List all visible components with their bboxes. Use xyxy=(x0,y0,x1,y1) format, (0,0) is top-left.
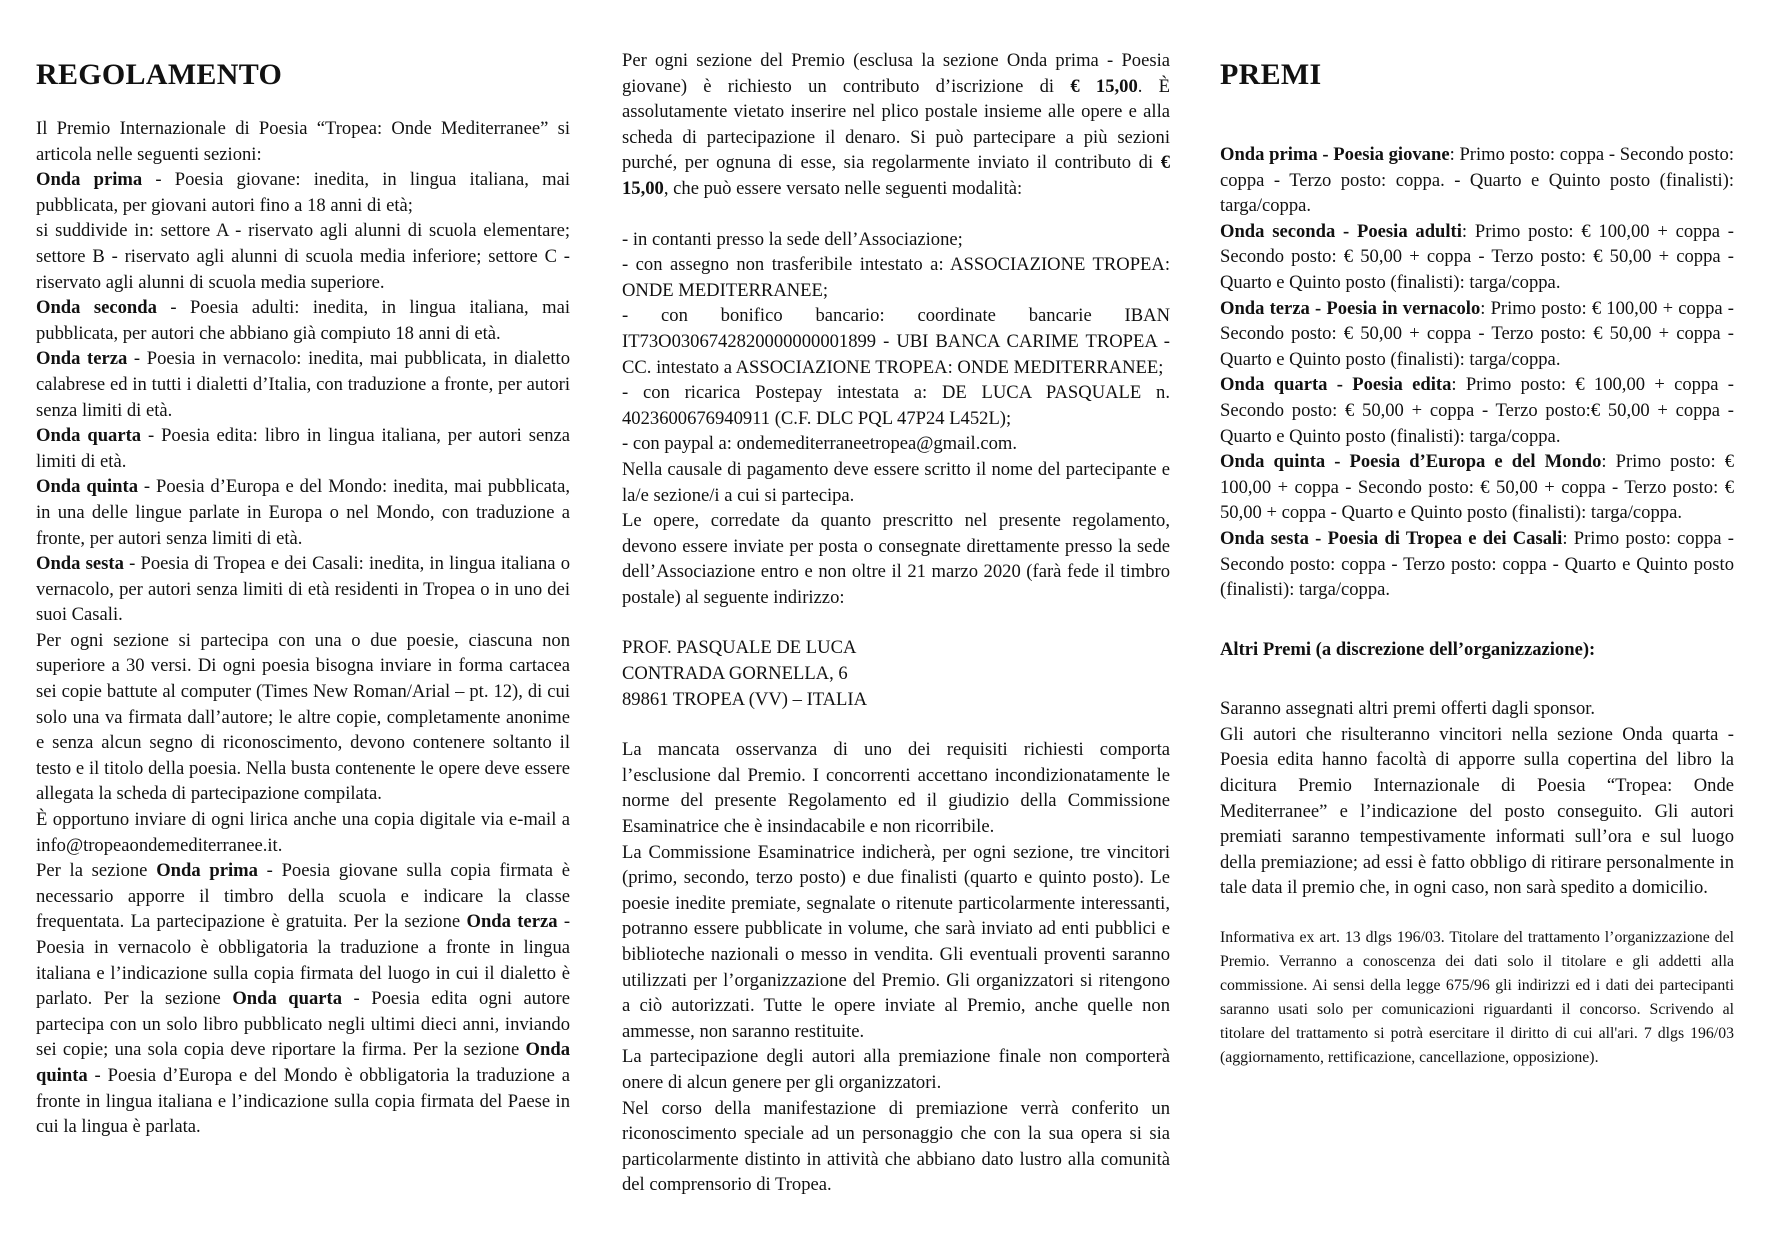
regolamento-title: REGOLAMENTO xyxy=(36,58,283,91)
per-sezione-lead: Per la sezione xyxy=(36,860,157,882)
contributo-text xyxy=(622,48,1170,202)
premio-label: Onda sesta - Poesia di Tropea e dei Casali xyxy=(1220,527,1563,549)
altri-premi-text: Saranno assegnati altri premi offerti dagli sponsor. xyxy=(1220,698,1596,720)
section-label: Onda prima xyxy=(36,169,143,191)
section-label: Onda terza xyxy=(466,911,558,933)
spacer xyxy=(622,712,1170,737)
section-label: Onda sesta xyxy=(36,553,124,575)
section-text: - Poesia adulti: inedita, in lingua italiana, mai pubblicata, per autori che abbiano già compiuto 18 anni di età. xyxy=(36,297,570,344)
premio-onda-sesta xyxy=(1220,526,1734,603)
premio-text: : Primo posto: € 100,00 + coppa - Secondo posto: € 50,00 + coppa - Terzo posto: € 50,00 + coppa - Quarto e Quinto posto (finalisti): targa/coppa. xyxy=(1220,220,1734,293)
modalita-item: - con bonifico bancario: coordinate bancarie IBAN IT73O0306742820000000001899 - UBI BANCA CARIME TROPEA - CC. intestato a ASSOCIAZIONE TROPEA: ONDE MEDITERRANEE; xyxy=(622,305,1170,378)
contributo-text-b: . È assolutamente vietato inserire nel plico postale insieme alle opere e alla scheda di partecipazione il denaro. Si può partecipare a più sezioni purché, per ognuna di esse, sia regolarmente inviato il contributo di xyxy=(622,75,1171,174)
informativa-text: Informativa ex art. 13 dlgs 196/03. Titolare del trattamento l’organizzazione del Premio. Verranno a conoscenza dei dati solo il titolare e gli addetti alla commissione. Ai sensi della legge 675/96 gli indirizzi ed i dati dei partecipanti saranno usati solo per comunicazioni riguardanti il concorso. Scrivendo al titolare del trattamento si potrà esercitare il diritto di cui all'ari. 7 dlgs 196/03 (aggiornamento, rettificazione, cancellazione, opposizione). xyxy=(1220,929,1734,1067)
spacer xyxy=(1220,901,1734,926)
premio-text: : Primo posto: coppa - Secondo posto: coppa - Terzo posto: coppa. - Quarto e Quinto posto (finalisti): targa/coppa. xyxy=(1220,144,1734,217)
spacer xyxy=(622,202,1170,227)
spacer xyxy=(1220,603,1734,637)
section-label: Onda prima xyxy=(156,860,258,882)
premi-title: PREMI xyxy=(1220,58,1322,91)
section-onda-sesta xyxy=(36,551,570,628)
section-label: Onda quinta xyxy=(36,476,139,498)
modalita-item: - con paypal a: ondemediterraneetropea@gmail.com. xyxy=(622,433,1018,455)
modalita-item: - con assegno non trasferibile intestato a: ASSOCIAZIONE TROPEA: ONDE MEDITERRANEE; xyxy=(622,254,1170,301)
commissione-text: La Commissione Esaminatrice indicherà, per ogni sezione, tre vincitori (primo, secondo, terzo posto) e due finalisti (quarto e quinto posto). Le poesie inedite premiate, segnalate o ritenute particolarmente interessanti, potranno essere pubblicate in volume, che sarà inviato ad enti pubblici e biblioteche nazionali o messo in vendita. Gli eventuali proventi saranno utilizzati per l’organizzazione del Premio. Gli organizzatori si ritengono a ciò autorizzati. Tutte le opere inviate al Premio, anche quelle non ammesse, non saranno restituite. xyxy=(622,841,1170,1042)
address-line: PROF. PASQUALE DE LUCA xyxy=(622,637,857,659)
premio-text: : Primo posto: coppa - Secondo posto: coppa - Terzo posto: coppa - Quarto e Quinto posto (finalisti): targa/coppa. xyxy=(1220,527,1735,601)
premio-onda-quinta xyxy=(1220,449,1734,526)
mancata-text: La mancata osservanza di uno dei requisiti richiesti comporta l’esclusione dal Premio. I concorrenti accettano incondizionatamente le norme del presente Regolamento ed il giudizio della Commissione Esaminatrice che è insindacabile e non ricorribile. xyxy=(622,739,1170,838)
regolamento-intro: Il Premio Internazionale di Poesia “Tropea: Onde Mediterranee” si articola nelle seguenti sezioni: xyxy=(36,118,570,165)
address-line: 89861 TROPEA (VV) – ITALIA xyxy=(622,688,868,710)
section-text: - Poesia in vernacolo è obbligatoria la traduzione a fronte in lingua italiana e l’indicazione sulla copia firmata del luogo in cui il dialetto è parlato. Per la sezione xyxy=(36,911,571,1010)
settori-text: si suddivide in: settore A - riservato agli alunni di scuola elementare; settore B - riservato agli alunni di scuola media inferiore; settore C - riservato agli alunni di scuola media superiore. xyxy=(36,220,570,293)
section-onda-quarta xyxy=(36,423,570,474)
premio-text: : Primo posto: € 100,00 + coppa - Secondo posto: € 50,00 + coppa - Terzo posto: € 50,00 + coppa - Quarto e Quinto posto (finalisti): targa/coppa. xyxy=(1220,451,1735,524)
section-text: - Poesia in vernacolo: inedita, mai pubblicata, in dialetto calabrese ed in tutti i dialetti d’Italia, con traduzione a fronte, per autori senza limiti di età. xyxy=(36,348,570,421)
premio-onda-quarta xyxy=(1220,372,1734,449)
modalita-item: - con ricarica Postepay intestata a: DE LUCA PASQUALE n. 4023600676940911 (C.F. DLC PQL 47P24 L452L); xyxy=(622,382,1170,429)
premio-onda-seconda xyxy=(1220,219,1734,296)
altri-premi-title: Altri Premi (a discrezione dell’organizzazione): xyxy=(1220,638,1596,660)
section-onda-seconda xyxy=(36,295,570,346)
premio-label: Onda terza - Poesia in vernacolo xyxy=(1220,297,1481,319)
section-onda-terza xyxy=(36,346,570,423)
section-text: - Poesia d’Europa e del Mondo è obbligatoria la traduzione a fronte in lingua italiana e l’indicazione sulla copia firmata del Paese in cui la lingua è parlata. xyxy=(36,1064,570,1138)
contributo-text-c: , che può essere versato nelle seguenti modalità: xyxy=(663,177,1023,199)
section-text: - Poesia giovane sulla copia firmata è necessario apporre il timbro della scuola e indicare la classe frequentata. La partecipazione è gratuita. Per la sezione xyxy=(36,860,571,933)
contributo-amount: € 15,00 xyxy=(1070,75,1138,97)
section-text: - Poesia d’Europa e del Mondo: inedita, mai pubblicata, in una delle lingue parlate in Europa o nel Mondo, con traduzione a fronte, per autori senza limiti di età. xyxy=(36,476,570,549)
premio-text: : Primo posto: € 100,00 + coppa - Secondo posto: € 50,00 + coppa - Terzo posto:€ 50,00 + coppa - Quarto e Quinto posto (finalisti): targa/coppa. xyxy=(1220,374,1734,447)
section-label: Onda quinta xyxy=(36,1039,570,1086)
section-text: - Poesia edita ogni autore partecipa con un solo libro pubblicato negli ultimi dieci anni, inviando sei copie; una sola copia deve riportare la firma. Per la sezione xyxy=(36,988,570,1061)
premio-onda-prima xyxy=(1220,142,1734,219)
section-label: Onda quarta xyxy=(36,425,142,447)
section-label: Onda quarta xyxy=(232,988,342,1010)
contributo-text-a: Per ogni sezione del Premio (esclusa la sezione Onda prima - Poesia giovane) è richiesto un contributo d’iscrizione di xyxy=(622,50,1170,97)
modalita-item: - in contanti presso la sede dell’Associazione; xyxy=(622,228,963,250)
invio-text: Le opere, corredate da quanto prescritto nel presente regolamento, devono essere inviate per posta o consegnate direttamente presso la sede dell’Associazione entro e non oltre il 21 marzo 2020 (farà fede il timbro postale) al seguente indirizzo: xyxy=(622,510,1170,608)
section-text: - Poesia edita: libro in lingua italiana, per autori senza limiti di età. xyxy=(36,425,570,472)
partecipazione-text: Per ogni sezione si partecipa con una o due poesie, ciascuna non superiore a 30 versi. Di ogni poesia bisogna inviare in forma cartacea sei copie battute al computer (Times New Roman/Arial – pt. 12), di cui solo una va firmata dall’autore; le altre copie, completamente anonime e senza alcun segno di riconoscimento, devono contenere soltanto il testo e il titolo della poesia. Nella busta contenente le opere deve essere allegata la scheda di partecipazione compilata. xyxy=(36,629,570,805)
premio-label: Onda prima - Poesia giovane xyxy=(1220,144,1450,165)
section-text: - Poesia di Tropea e dei Casali: inedita, in lingua italiana o vernacolo, per autori senza limiti di età residenti in Tropea o in uno dei suoi Casali. xyxy=(36,553,571,626)
per-sezione-text xyxy=(36,858,570,1140)
premio-text: : Primo posto: € 100,00 + coppa - Secondo posto: € 50,00 + coppa - Terzo posto: € 50,00 + coppa - Quarto e Quinto posto (finalisti): targa/coppa. xyxy=(1220,297,1734,370)
spacer xyxy=(1220,662,1734,696)
riconoscimento-text: Nel corso della manifestazione di premiazione verrà conferito un riconoscimento speciale ad un personaggio che con la sua opera si sia particolarmente distinto in attività che abbiano dato lustro alla comunità del comprensorio di Tropea. xyxy=(622,1097,1170,1196)
section-onda-quinta xyxy=(36,474,570,551)
premio-onda-terza xyxy=(1220,296,1734,373)
copia-digitale-text: È opportuno inviare di ogni lirica anche una copia digitale via e-mail a info@tropeaondemediterranee.it. xyxy=(36,809,570,856)
spacer xyxy=(622,610,1170,635)
section-label: Onda terza xyxy=(36,348,128,370)
premi-column xyxy=(1220,48,1734,1070)
address-line: CONTRADA GORNELLA, 6 xyxy=(622,663,848,685)
premiazione-text: La partecipazione degli autori alla premiazione finale non comporterà onere di alcun genere per gli organizzatori. xyxy=(622,1046,1170,1093)
premio-label: Onda seconda - Poesia adulti xyxy=(1220,220,1462,242)
section-text: - Poesia giovane: inedita, in lingua italiana, mai pubblicata, per giovani autori fino a 18 anni di età; xyxy=(36,169,570,216)
altri-premi-text: Gli autori che risulteranno vincitori nella sezione Onda quarta - Poesia edita hanno facoltà di apporre sulla copertina del libro la dicitura Premio Internazionale di Poesia “Tropea: Onde Mediterranee” e l’indicazione del posto conseguito. Gli autori premiati saranno tempestivamente informati sull’ora e sul luogo della premiazione; ad essi è fatto obbligo di ritirare personalmente in tale data il premio che, in ogni caso, non sarà spedito a domicilio. xyxy=(1220,723,1734,899)
contributo-column xyxy=(622,48,1170,1198)
contributo-amount: € 15,00 xyxy=(622,152,1170,199)
premio-label: Onda quinta - Poesia d’Europa e del Mondo xyxy=(1220,451,1602,473)
premio-label: Onda quarta - Poesia edita xyxy=(1220,374,1452,396)
causale-text: Nella causale di pagamento deve essere scritto il nome del partecipante e la/e sezione/i a cui si partecipa. xyxy=(622,458,1170,506)
regolamento-column xyxy=(36,48,570,1140)
section-onda-prima xyxy=(36,167,570,218)
section-label: Onda seconda xyxy=(36,297,157,319)
